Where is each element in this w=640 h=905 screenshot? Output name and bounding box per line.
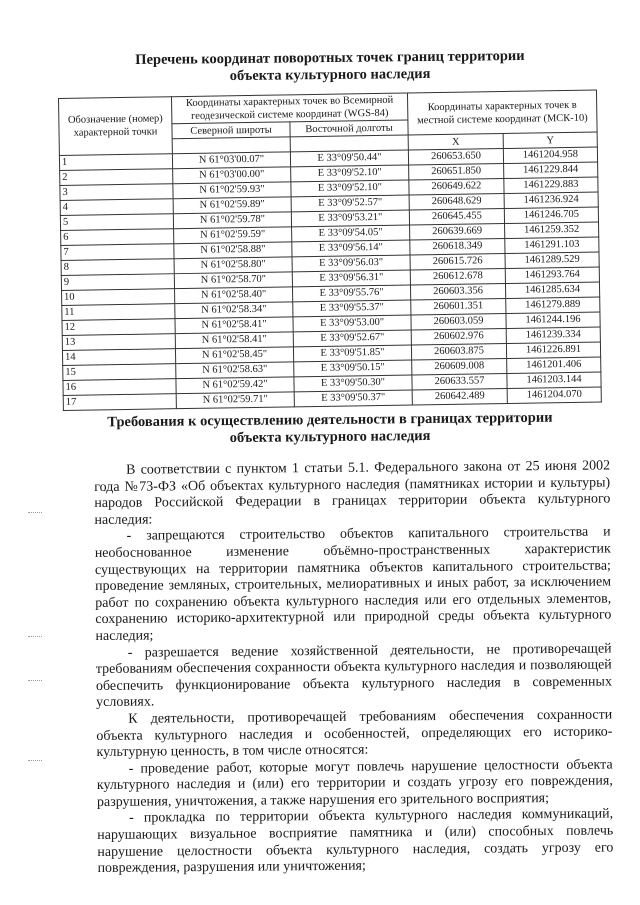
latitude-cell: N 61°02'59.71": [176, 392, 294, 409]
point-number-cell: 11: [62, 304, 175, 321]
point-number-cell: 3: [60, 184, 173, 201]
longitude-cell: E 33°09'51.85": [293, 345, 411, 362]
paragraph-allowed: - разрешается ведение хозяйственной деятельности, не противоречащей требованиям обеспечения сохранности объекта культурного наследия и позволяющей обеспечить функционирование объекта культурного наследия в современных условиях.: [95, 641, 612, 711]
point-number-cell: 9: [61, 274, 174, 291]
x-coordinate-cell: 260609.008: [412, 358, 507, 374]
x-coordinate-cell: 260615.726: [410, 253, 505, 269]
point-number-cell: 13: [62, 334, 175, 351]
margin-scan-mark: [28, 636, 42, 638]
y-coordinate-cell: 1461259.352: [505, 222, 599, 238]
point-number-cell: 14: [62, 349, 175, 366]
x-coordinate-cell: 260612.678: [410, 268, 505, 284]
x-coordinate-cell: 260649.622: [409, 179, 504, 195]
latitude-cell: N 61°02'58.88": [174, 242, 292, 259]
header-point-id: Обозначение (номер) характерной точки: [59, 97, 173, 156]
point-number-cell: 1: [59, 154, 172, 171]
paragraph-works: - проведение работ, которые могут повлечь нарушение целостности объекта культурного наследия и (или) его территории и создать угрозу его повреждения, разрушения, уничтожения, а также нарушения его зрительного восприятия;: [96, 757, 613, 810]
point-number-cell: 2: [60, 169, 173, 186]
header-y: Y: [503, 132, 597, 148]
latitude-cell: N 61°02'59.93": [173, 182, 291, 199]
longitude-cell: E 33°09'53.21": [291, 210, 409, 227]
x-coordinate-cell: 260618.349: [410, 238, 505, 254]
coordinates-table-body: [59, 147, 601, 410]
margin-scan-mark: [28, 680, 42, 682]
latitude-cell: N 61°02'58.41": [175, 332, 293, 349]
point-number-cell: 5: [60, 214, 173, 231]
longitude-cell: E 33°09'52.10": [291, 165, 409, 182]
margin-scan-mark: [28, 760, 42, 762]
header-wgs84-group: Координаты характерных точек во Всемирной геодезической системе координат (WGS-84): [171, 93, 407, 124]
latitude-cell: N 61°02'58.63": [176, 362, 294, 379]
point-number-cell: 6: [61, 229, 174, 246]
point-number-cell: 16: [63, 379, 176, 396]
margin-scan-mark: [28, 512, 42, 514]
x-coordinate-cell: 260633.557: [412, 373, 507, 389]
header-north-latitude: Северной широты: [172, 122, 290, 139]
coordinates-table: [58, 90, 602, 411]
longitude-cell: E 33°09'56.03": [292, 255, 410, 272]
y-coordinate-cell: 1461204.070: [507, 387, 601, 403]
y-coordinate-cell: 1461201.406: [507, 357, 601, 373]
paragraph-prohibited: - запрещаются строительство объектов капитального строительства и необоснованное изменение объёмно-пространственных характеристик существующих на территории памятника объектов капитального строительства; проведение земляных, строительных, мелиоративных и иных работ, за исключением работ по сохранению объекта культурного наследия или его отдельных элементов, сохранению историко-архитектурной или природной среды объекта культурного наследия;: [94, 524, 612, 644]
paragraph-intro: В соответствии с пунктом 1 статьи 5.1. Федерального закона от 25 июня 2002 года №73-ФЗ «Об объектах культурного наследия (памятниках истории и культуры) народов Российской Федерации в границах территории объекта культурного наследия:: [94, 458, 611, 528]
longitude-cell: E 33°09'50.44": [290, 150, 408, 167]
longitude-cell: E 33°09'54.05": [292, 225, 410, 242]
longitude-cell: E 33°09'55.76": [292, 285, 410, 302]
coordinates-title: [90, 47, 570, 86]
y-coordinate-cell: 1461203.144: [507, 372, 601, 388]
latitude-cell: N 61°02'58.70": [174, 272, 292, 289]
x-coordinate-cell: 260603.356: [410, 283, 505, 299]
point-number-cell: 15: [63, 364, 176, 381]
x-coordinate-cell: 260653.650: [408, 149, 503, 165]
latitude-cell: N 61°03'00.00": [173, 167, 291, 184]
header-x: X: [408, 134, 503, 150]
point-number-cell: 8: [61, 259, 174, 276]
latitude-cell: N 61°02'58.34": [175, 302, 293, 319]
x-coordinate-cell: 260602.976: [411, 328, 506, 344]
latitude-cell: N 61°02'59.78": [173, 212, 291, 229]
y-coordinate-cell: 1461236.924: [504, 192, 598, 208]
coordinates-title-line1: Перечень координат поворотных точек границ территории: [135, 47, 525, 69]
latitude-cell: N 61°02'58.41": [175, 317, 293, 334]
point-number-cell: 10: [62, 289, 175, 306]
coordinates-title-line2: объекта культурного наследия: [229, 65, 431, 85]
y-coordinate-cell: 1461229.844: [504, 162, 598, 178]
requirements-title: [90, 409, 570, 448]
longitude-cell: E 33°09'56.14": [292, 240, 410, 257]
longitude-cell: E 33°09'50.30": [294, 375, 412, 392]
y-coordinate-cell: 1461229.883: [504, 177, 598, 193]
longitude-cell: E 33°09'55.37": [293, 300, 411, 317]
latitude-cell: N 61°02'58.80": [174, 257, 292, 274]
latitude-cell: N 61°02'59.59": [174, 227, 292, 244]
point-number-cell: 4: [60, 199, 173, 216]
longitude-cell: E 33°09'52.10": [291, 180, 409, 197]
latitude-cell: N 61°03'00.07": [172, 152, 290, 169]
requirements-title-line2: объекта культурного наследия: [229, 427, 431, 447]
y-coordinate-cell: 1461204.958: [503, 147, 597, 163]
point-number-cell: 12: [62, 319, 175, 336]
point-number-cell: 7: [61, 244, 174, 261]
x-coordinate-cell: 260639.669: [410, 224, 505, 240]
paragraph-contradicting: К деятельности, противоречащей требованиям обеспечения сохранности объекта культурного наследия и особенностей, определяющих его историко-культурную ценность, в том числе относятся:: [96, 707, 613, 761]
x-coordinate-cell: 260648.629: [409, 194, 504, 210]
y-coordinate-cell: 1461244.196: [506, 312, 600, 328]
x-coordinate-cell: 260642.489: [412, 388, 507, 404]
x-coordinate-cell: 260603.875: [411, 343, 506, 359]
x-coordinate-cell: 260645.455: [409, 209, 504, 225]
longitude-cell: E 33°09'50.15": [294, 360, 412, 377]
y-coordinate-cell: 1461291.103: [505, 237, 599, 253]
latitude-cell: N 61°02'58.40": [175, 287, 293, 304]
paragraph-communications: - прокладка по территории объекта культурного наследия коммуникаций, нарушающих визуальное восприятие памятника и (или) способных повлечь нарушение целостности объекта культурного наследия, создать угрозу его повреждения, разрушения или уничтожения;: [97, 806, 614, 877]
latitude-cell: N 61°02'59.89": [173, 197, 291, 214]
y-coordinate-cell: 1461279.889: [506, 297, 600, 313]
longitude-cell: E 33°09'52.67": [293, 330, 411, 347]
x-coordinate-cell: 260651.850: [409, 164, 504, 180]
longitude-cell: E 33°09'50.37": [294, 390, 412, 407]
requirements-title-line1: Требования к осуществлению деятельности в границах территории: [107, 409, 553, 431]
longitude-cell: E 33°09'53.00": [293, 315, 411, 332]
x-coordinate-cell: 260601.351: [411, 298, 506, 314]
header-msk10-group: Координаты характерных точек в местной системе координат (МСК-10): [407, 90, 597, 135]
x-coordinate-cell: 260603.059: [411, 313, 506, 329]
y-coordinate-cell: 1461226.891: [506, 342, 600, 358]
y-coordinate-cell: 1461293.764: [505, 267, 599, 283]
y-coordinate-cell: 1461239.334: [506, 327, 600, 343]
y-coordinate-cell: 1461289.529: [505, 252, 599, 268]
latitude-cell: N 61°02'58.45": [175, 347, 293, 364]
y-coordinate-cell: 1461246.705: [504, 207, 598, 223]
requirements-body: [94, 458, 614, 877]
point-number-cell: 17: [63, 394, 176, 411]
longitude-cell: E 33°09'52.57": [291, 195, 409, 212]
header-east-longitude: Восточной долготы: [290, 120, 408, 137]
y-coordinate-cell: 1461285.634: [505, 282, 599, 298]
latitude-cell: N 61°02'59.42": [176, 377, 294, 394]
longitude-cell: E 33°09'56.31": [292, 270, 410, 287]
